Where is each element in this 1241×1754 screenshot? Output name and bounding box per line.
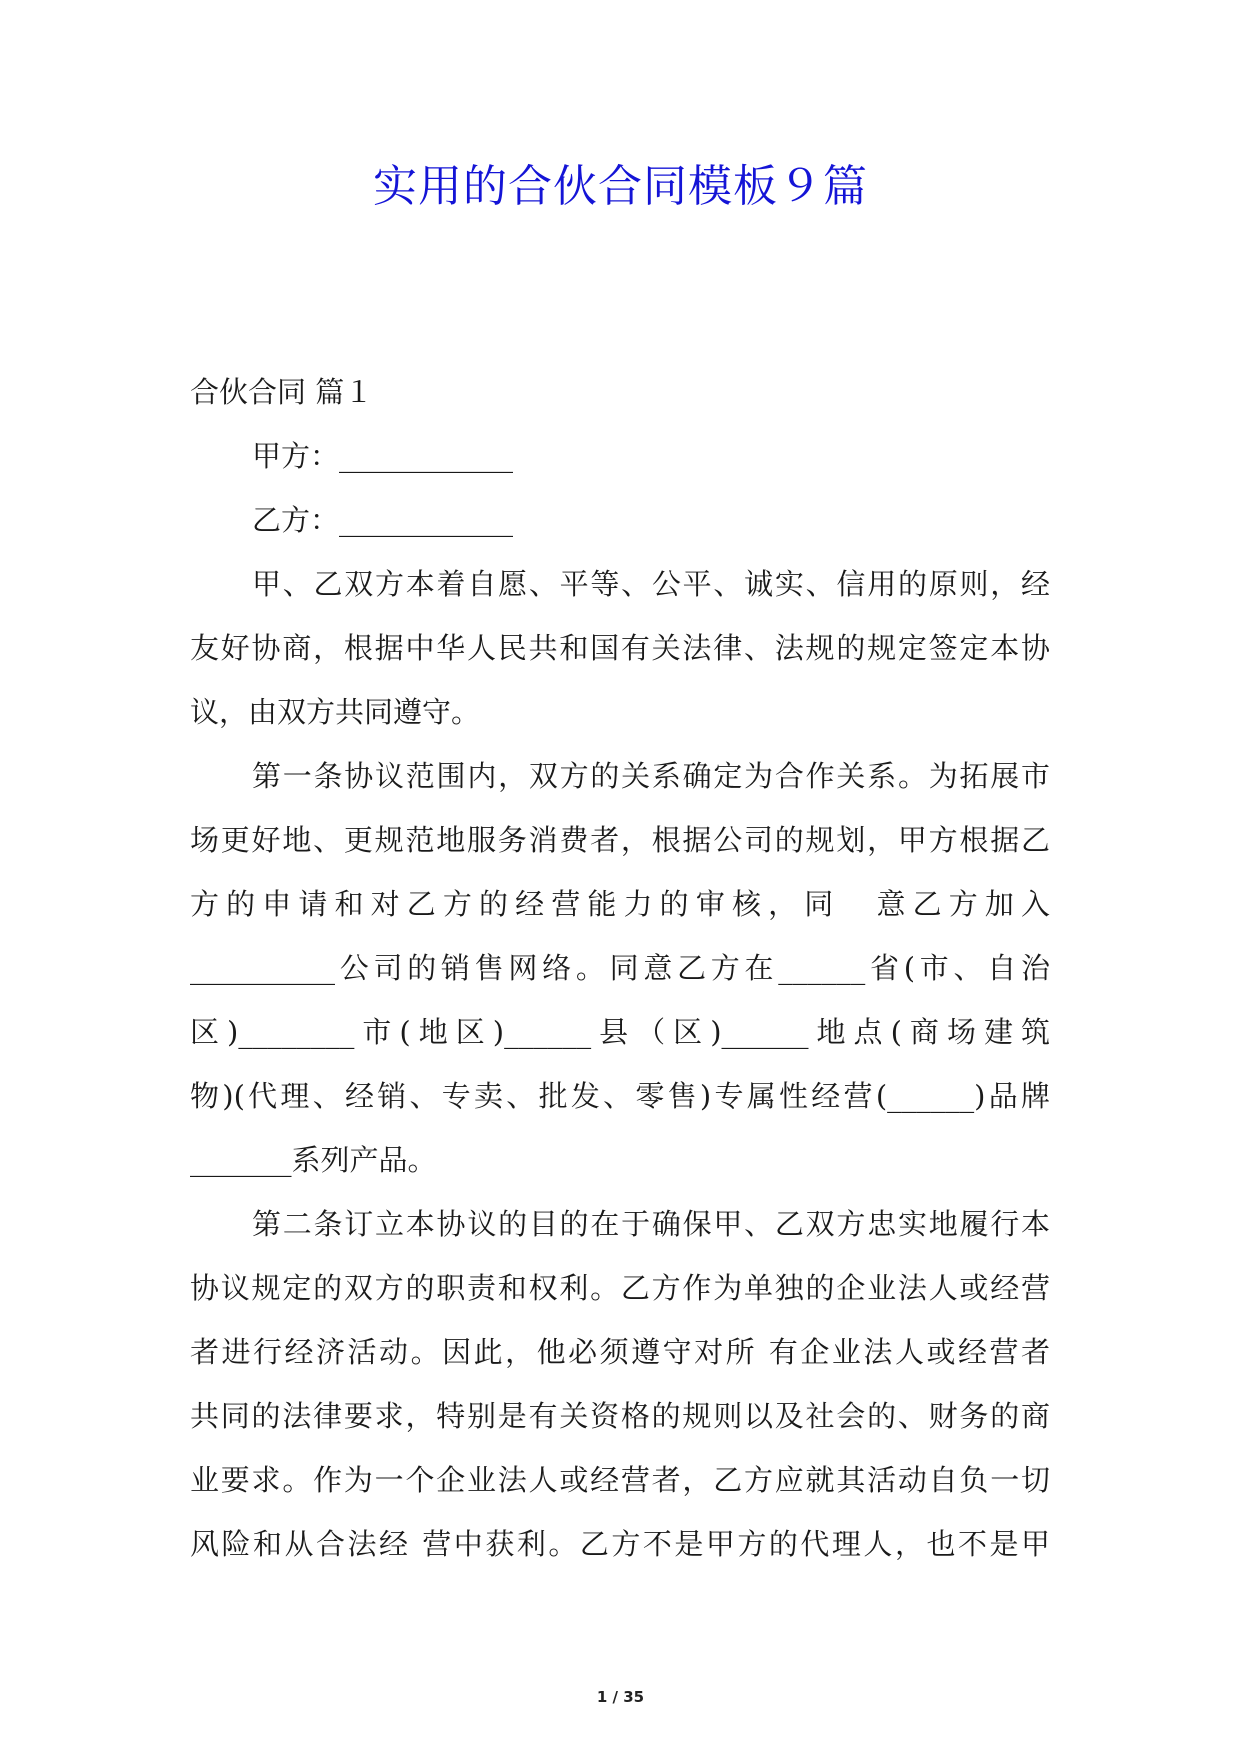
paragraph-line: 风险和从合法经 营中获利。乙方不是甲方的代理人，也不是甲 — [190, 1527, 1050, 1561]
paragraph-line: 第二条订立本协议的目的在于确保甲、乙双方忠实地履行本 — [252, 1207, 1050, 1241]
party-b-line: 乙方：____________ — [252, 503, 514, 537]
section-heading: 合伙合同 篇１ — [190, 375, 374, 409]
paragraph-line: 友好协商，根据中华人民共和国有关法律、法规的规定签定本协 — [190, 631, 1050, 665]
document-title: 实用的合伙合同模板９篇 — [373, 161, 868, 212]
paragraph-line: 场更好地、更规范地服务消费者，根据公司的规划，甲方根据乙 — [190, 823, 1050, 857]
paragraph-line: 区)________市(地区)______县（区)______地点(商场建筑 — [190, 1015, 1050, 1049]
paragraph-line: 议，由双方共同遵守。 — [190, 695, 481, 729]
page-number: 1 / 35 — [596, 1688, 645, 1706]
paragraph-line: __________公司的销售网络。同意乙方在______省(市、自治 — [190, 951, 1050, 985]
paragraph-line: 甲、乙双方本着自愿、平等、公平、诚实、信用的原则，经 — [252, 567, 1050, 601]
paragraph-line: 方的申请和对乙方的经营能力的审核，同 意乙方加入 — [190, 887, 1050, 921]
paragraph-line: 第一条协议范围内，双方的关系确定为合作关系。为拓展市 — [252, 759, 1050, 793]
paragraph-line: _______系列产品。 — [190, 1143, 437, 1177]
party-a-line: 甲方：____________ — [252, 439, 514, 473]
paragraph-line: 共同的法律要求，特别是有关资格的规则以及社会的、财务的商 — [190, 1399, 1050, 1433]
document-body — [190, 360, 1050, 1576]
paragraph-line: 业要求。作为一个企业法人或经营者，乙方应就其活动自负一切 — [190, 1463, 1050, 1497]
paragraph-line: 物)(代理、经销、专卖、批发、零售)专属性经营(______)品牌 — [190, 1079, 1050, 1113]
paragraph-line: 者进行经济活动。因此，他必须遵守对所 有企业法人或经营者 — [190, 1335, 1050, 1369]
paragraph-line: 协议规定的双方的职责和权利。乙方作为单独的企业法人或经营 — [190, 1271, 1050, 1305]
